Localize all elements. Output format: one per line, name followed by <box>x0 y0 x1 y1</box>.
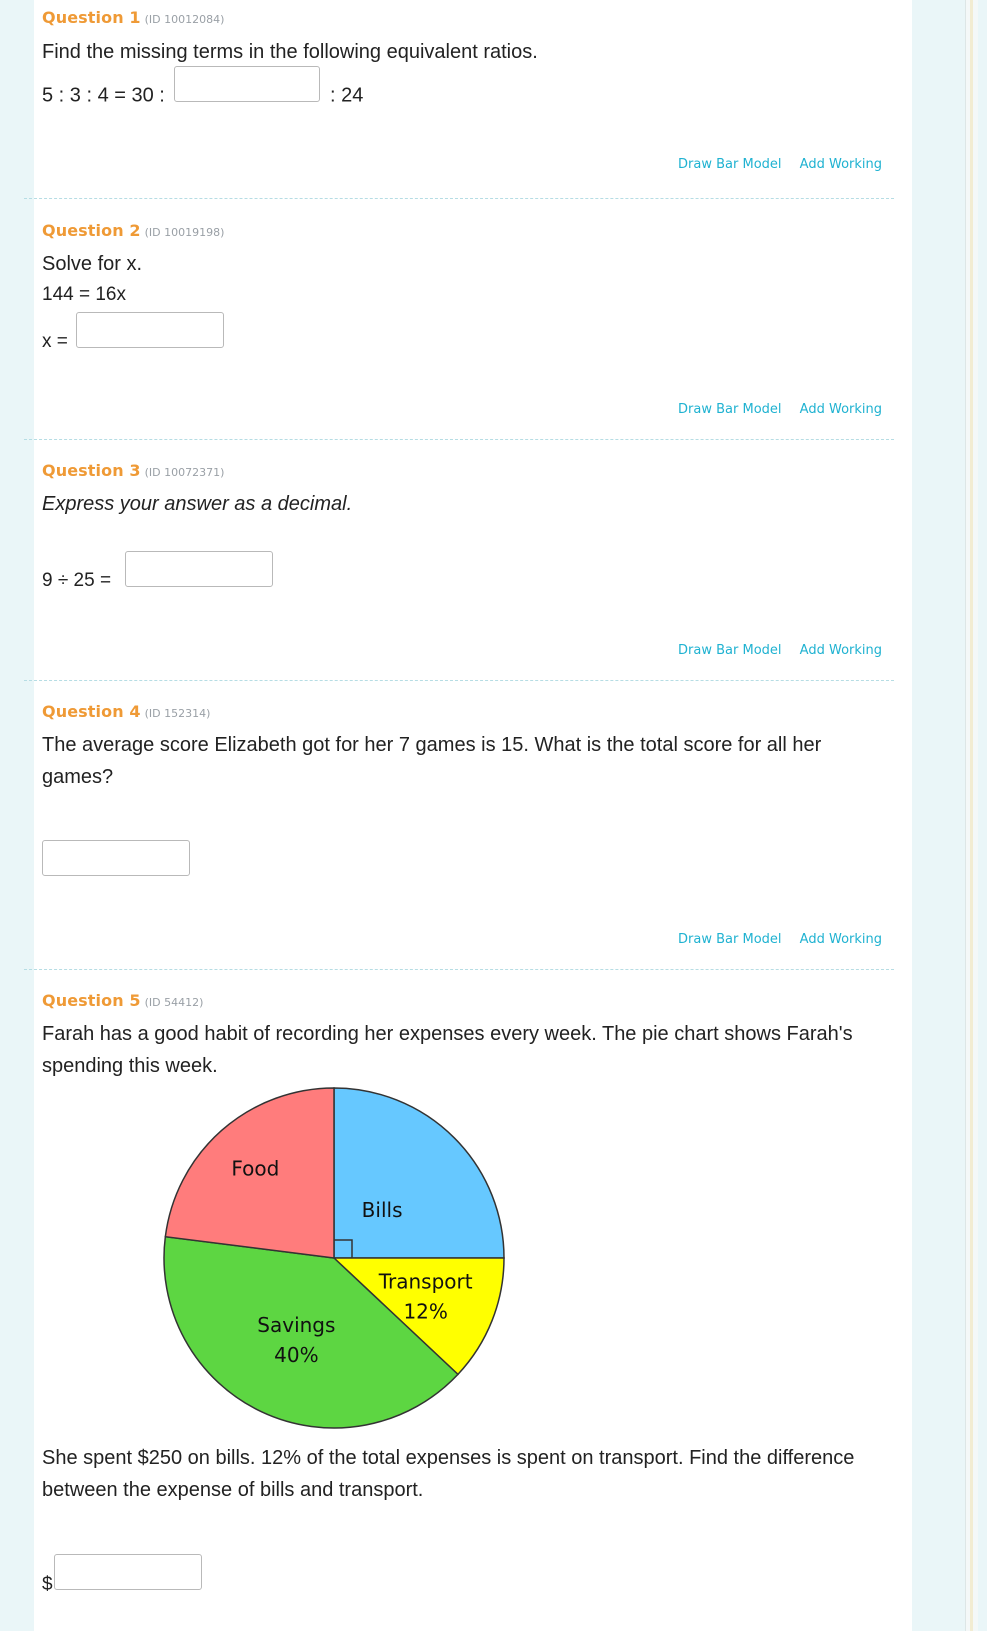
ratio-right: : 24 <box>330 84 364 107</box>
pie-slice-bills <box>334 1088 504 1258</box>
pie-slices <box>164 1088 504 1428</box>
pie-value-transport: 12% <box>403 1299 448 1324</box>
question-4-draw-bar-model-link[interactable]: Draw Bar Model <box>678 932 782 947</box>
question-4-actions <box>664 932 882 947</box>
question-1-id: (ID 10012084) <box>144 13 225 26</box>
question-2-equation: 144 = 16x <box>42 284 126 305</box>
question-3-add-working-link[interactable]: Add Working <box>799 643 882 658</box>
question-1-heading <box>42 8 224 27</box>
question-2-add-working-link[interactable]: Add Working <box>799 402 882 417</box>
question-5-answer-input[interactable] <box>54 1554 202 1590</box>
question-2-actions <box>664 402 882 417</box>
question-1-prompt: Find the missing terms in the following equivalent ratios. <box>42 41 538 63</box>
question-3-expression: 9 ÷ 25 = <box>42 570 112 591</box>
worksheet-panel <box>34 0 912 1631</box>
divider <box>24 198 894 199</box>
question-5-currency: $ <box>42 1574 53 1595</box>
pie-value-savings: 40% <box>274 1342 319 1367</box>
question-1-draw-bar-model-link[interactable]: Draw Bar Model <box>678 157 782 172</box>
question-1-add-working-link[interactable]: Add Working <box>799 157 882 172</box>
pie-label-bills: Bills <box>361 1197 403 1222</box>
question-3-heading <box>42 461 224 480</box>
edge-bar <box>970 0 973 1631</box>
question-2-prompt: Solve for x. <box>42 253 143 275</box>
pie-label-transport: Transport <box>378 1269 473 1294</box>
question-4-id: (ID 152314) <box>144 707 211 720</box>
question-3-prompt: Express your answer as a decimal. <box>42 493 353 515</box>
question-2-answer-label: x = <box>42 331 68 352</box>
question-5-heading <box>42 991 203 1010</box>
question-3-draw-bar-model-link[interactable]: Draw Bar Model <box>678 643 782 658</box>
question-3-actions <box>664 643 882 658</box>
question-1-answer-input[interactable] <box>174 66 320 102</box>
question-2-label: Question 2 <box>42 221 141 240</box>
question-2-id: (ID 10019198) <box>144 226 225 239</box>
question-4-add-working-link[interactable]: Add Working <box>799 932 882 947</box>
question-5-prompt: Farah has a good habit of recording her expenses every week. The pie chart shows Farah's spending this week. <box>42 1023 853 1077</box>
question-2-heading <box>42 221 224 240</box>
pie-label-savings: Savings <box>257 1312 336 1337</box>
question-3-answer-input[interactable] <box>125 551 273 587</box>
question-5-id: (ID 54412) <box>144 996 204 1009</box>
question-3-id: (ID 10072371) <box>144 466 225 479</box>
question-5-followup: She spent $250 on bills. 12% of the total expenses is spent on transport. Find the difference between the expense of bills and transport. <box>42 1447 855 1501</box>
question-2-draw-bar-model-link[interactable]: Draw Bar Model <box>678 402 782 417</box>
question-4-heading <box>42 702 210 721</box>
question-4-answer-input[interactable] <box>42 840 190 876</box>
divider <box>24 969 894 970</box>
question-1-expression <box>42 78 363 114</box>
question-4-prompt: The average score Elizabeth got for her 7 games is 15. What is the total score for all her games? <box>42 734 822 788</box>
question-5-label: Question 5 <box>42 991 141 1010</box>
question-1-label: Question 1 <box>42 8 141 27</box>
divider <box>24 680 894 681</box>
question-1-actions <box>664 157 882 172</box>
question-2-answer-input[interactable] <box>76 312 224 348</box>
pie-label-food: Food <box>231 1156 280 1181</box>
question-3-label: Question 3 <box>42 461 141 480</box>
ratio-left: 5 : 3 : 4 = 30 : <box>42 84 165 107</box>
pie-chart <box>154 1085 514 1445</box>
window-right-edge <box>965 0 978 1631</box>
question-4-label: Question 4 <box>42 702 141 721</box>
divider <box>24 439 894 440</box>
